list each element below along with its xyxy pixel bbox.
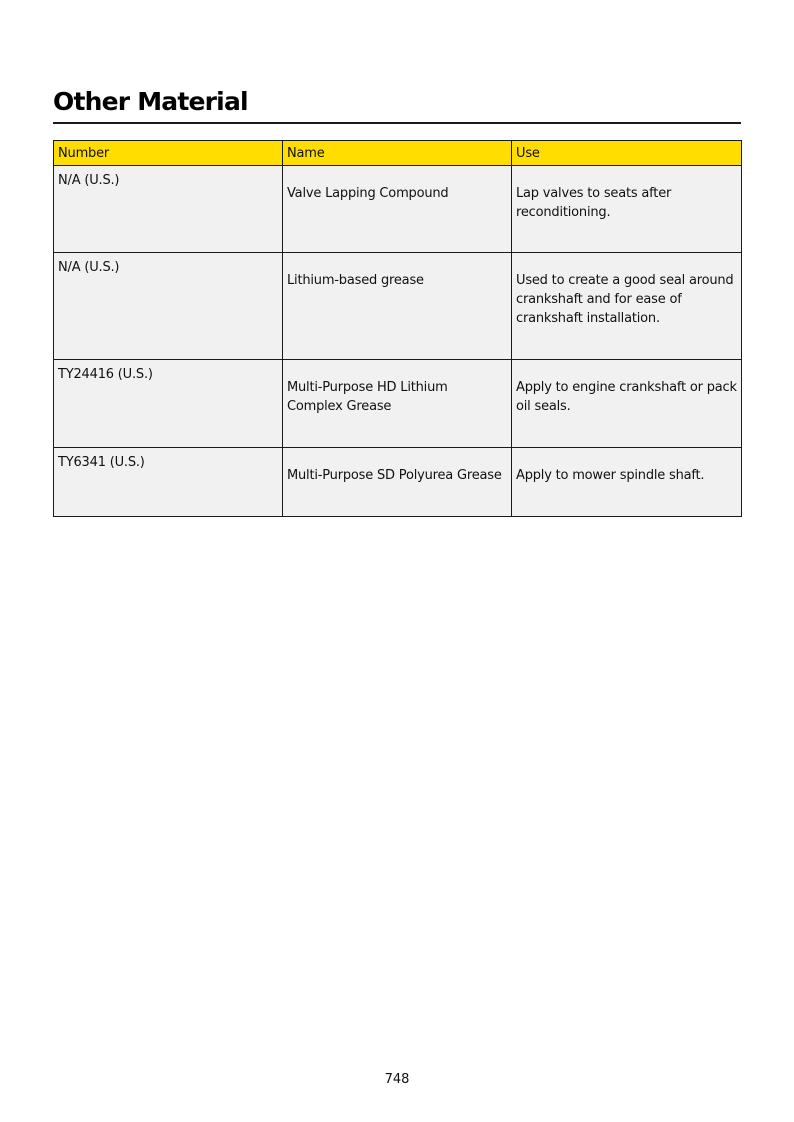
table-header-row xyxy=(54,141,742,166)
material-use-cell: Apply to mower spindle shaft. xyxy=(512,448,742,517)
title-divider xyxy=(53,122,741,124)
material-use-cell: Apply to engine crankshaft or pack oil seals. xyxy=(512,360,742,448)
material-number-cell: TY6341 (U.S.) xyxy=(54,448,283,517)
material-name-cell: Multi-Purpose HD Lithium Complex Grease xyxy=(283,360,512,448)
material-name-cell: Valve Lapping Compound xyxy=(283,166,512,253)
table-row xyxy=(54,360,742,448)
table-row xyxy=(54,448,742,517)
material-use-cell: Lap valves to seats after reconditioning. xyxy=(512,166,742,253)
column-header-name: Name xyxy=(283,141,512,166)
material-number-cell: TY24416 (U.S.) xyxy=(54,360,283,448)
material-name-cell: Lithium-based grease xyxy=(283,253,512,360)
column-header-number: Number xyxy=(54,141,283,166)
other-material-table xyxy=(53,140,742,517)
material-number-cell: N/A (U.S.) xyxy=(54,253,283,360)
table-row xyxy=(54,253,742,360)
page-number: 748 xyxy=(384,1072,410,1087)
page-title: Other Material xyxy=(53,87,248,116)
column-header-use: Use xyxy=(512,141,742,166)
material-use-cell: Used to create a good seal around crankshaft and for ease of crankshaft installation. xyxy=(512,253,742,360)
material-name-cell: Multi-Purpose SD Polyurea Grease xyxy=(283,448,512,517)
material-number-cell: N/A (U.S.) xyxy=(54,166,283,253)
table-row xyxy=(54,166,742,253)
